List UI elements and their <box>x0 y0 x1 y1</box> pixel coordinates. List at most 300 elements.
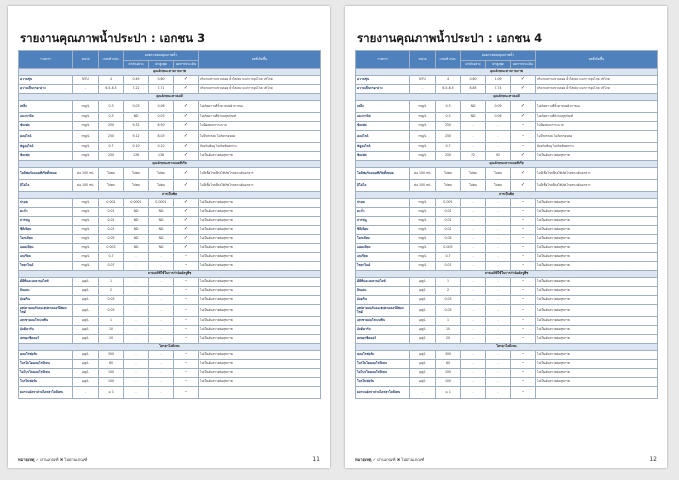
section-header <box>356 161 658 168</box>
sample-value-cell: 7.22 <box>124 85 149 94</box>
assessment-cell: - <box>511 317 536 326</box>
sample-value-cell: - <box>461 387 486 399</box>
sample-value-cell: - <box>124 262 149 271</box>
assessment-cell: - <box>511 244 536 253</box>
table-row <box>19 326 321 335</box>
table-row <box>356 378 658 387</box>
assessment-cell: ✓ <box>174 143 199 152</box>
parameter-cell: ไซยาไนด์ <box>356 262 410 271</box>
unit-cell: ต่อ 100 mL <box>73 180 99 192</box>
page-number: 11 <box>312 456 320 463</box>
table-row <box>19 101 321 113</box>
max-value-cell: 0.0001 <box>149 199 174 208</box>
remark-cell: ไม่เป็นอันตรายต่อสุขภาพ <box>536 208 658 217</box>
unit-cell: mg/L <box>73 143 99 152</box>
max-value-cell: ไม่พบ <box>486 180 511 192</box>
max-value-cell: 0.09 <box>486 101 511 113</box>
max-value-cell: - <box>149 387 174 399</box>
standard-cell: 0.01 <box>99 217 124 226</box>
unit-cell: μg/L <box>410 296 436 305</box>
table-row <box>356 76 658 85</box>
standard-cell: 4 <box>436 76 461 85</box>
sample-value-cell: - <box>461 143 486 152</box>
parameter-cell: อัลดิคาร์บ <box>19 326 73 335</box>
standard-cell: ≤ 1 <box>99 387 124 399</box>
assessment-cell: ✓ <box>174 113 199 122</box>
header-standard: เกณฑ์ กปภ. <box>99 51 124 69</box>
header-test-results: ผลตรวจสอบคุณภาพน้ำ <box>461 51 536 61</box>
max-value-cell: - <box>149 296 174 305</box>
sample-value-cell: 0.49 <box>124 76 149 85</box>
max-value-cell: - <box>149 335 174 344</box>
section-title: สารเคมีที่ใช้ในการกำจัดศัตรูพืช <box>19 271 321 278</box>
section-title: คุณลักษณะทางเคมี <box>356 94 658 101</box>
assessment-cell: - <box>174 278 199 287</box>
parameter-cell: ดีดีทีและเมตาบอไลท์ <box>356 278 410 287</box>
remark-cell: ไม่เป็นอันตรายต่อสุขภาพ <box>536 235 658 244</box>
sample-value-cell: - <box>461 305 486 317</box>
standard-cell: 0.003 <box>99 244 124 253</box>
table-row <box>19 305 321 317</box>
assessment-cell: ✓ <box>511 113 536 122</box>
table-row <box>356 168 658 180</box>
max-value-cell: 8.50 <box>149 122 174 131</box>
section-header <box>19 69 321 76</box>
standard-cell: ไม่พบ <box>436 168 461 180</box>
max-value-cell: - <box>149 378 174 387</box>
section-title: สารเคมีที่ใช้ในการกำจัดศัตรูพืช <box>356 271 658 278</box>
standard-cell: 0.03 <box>436 305 461 317</box>
sample-value-cell: - <box>461 287 486 296</box>
unit-cell: NTU <box>410 76 436 85</box>
standard-cell: 6.5-8.5 <box>436 85 461 94</box>
max-value-cell: - <box>486 253 511 262</box>
remark-cell: ปริมาณสารแขวนลอย น้ำใสเหมาะแก่การอุปโภค บริโภค <box>536 76 658 85</box>
standard-cell: 250 <box>436 152 461 161</box>
table-row <box>19 217 321 226</box>
max-value-cell: - <box>486 143 511 152</box>
section-header <box>356 94 658 101</box>
table-row <box>19 351 321 360</box>
sample-value-cell: - <box>461 235 486 244</box>
standard-cell: 300 <box>99 351 124 360</box>
assessment-cell: ✓ <box>174 226 199 235</box>
unit-cell: μg/L <box>73 317 99 326</box>
parameter-cell: โคลิฟอร์มแบคทีเรียทั้งหมด <box>19 168 73 180</box>
unit-cell: μg/L <box>410 369 436 378</box>
assessment-cell: - <box>174 305 199 317</box>
parameter-cell: โครเมียม <box>19 235 73 244</box>
assessment-cell: - <box>174 253 199 262</box>
assessment-cell: - <box>511 296 536 305</box>
max-value-cell: ND <box>149 226 174 235</box>
table-row <box>356 180 658 192</box>
sample-value-cell: 0.10 <box>124 143 149 152</box>
max-value-cell: - <box>486 369 511 378</box>
assessment-cell: - <box>174 326 199 335</box>
section-title: คุณลักษณะทางกายภาพ <box>19 69 321 76</box>
sample-value-cell: - <box>124 317 149 326</box>
unit-cell: - <box>73 387 99 399</box>
unit-cell: mg/L <box>410 262 436 271</box>
assessment-cell: - <box>511 287 536 296</box>
max-value-cell: ไม่พบ <box>486 168 511 180</box>
remark-cell: ไม่เป็นอันตรายต่อสุขภาพ <box>199 199 321 208</box>
max-value-cell: - <box>149 317 174 326</box>
water-quality-table <box>18 50 321 399</box>
assessment-cell: ✓ <box>174 217 199 226</box>
standard-cell: 0.7 <box>436 253 461 262</box>
table-row <box>356 217 658 226</box>
header-parameter: รายการ <box>19 51 73 69</box>
standard-cell: 0.01 <box>99 208 124 217</box>
legend <box>355 456 424 463</box>
sample-value-cell: - <box>461 326 486 335</box>
parameter-cell: ฟลูออไรด์ <box>19 143 73 152</box>
max-value-cell: - <box>149 360 174 369</box>
unit-cell: mg/L <box>73 101 99 113</box>
table-row <box>19 287 321 296</box>
unit-cell: mg/L <box>73 113 99 122</box>
standard-cell: 0.05 <box>99 235 124 244</box>
report-page-right <box>345 6 667 468</box>
standard-cell: 0.07 <box>436 262 461 271</box>
remark-cell: ไม่เป็นอันตรายต่อสุขภาพ <box>199 226 321 235</box>
table-row <box>19 387 321 399</box>
assessment-cell: - <box>511 122 536 131</box>
unit-cell: mg/L <box>410 244 436 253</box>
table-row <box>19 85 321 94</box>
parameter-cell: โบรโมฟอร์ม <box>356 378 410 387</box>
remark-cell: ไม่เป็นอันตรายต่อสุขภาพ <box>199 305 321 317</box>
remark-cell: ไม่เป็นอันตรายต่อสุขภาพ <box>199 152 321 161</box>
unit-cell: μg/L <box>410 287 436 296</box>
standard-cell: 20 <box>99 335 124 344</box>
sample-value-cell: - <box>461 351 486 360</box>
assessment-cell: ✓ <box>511 168 536 180</box>
unit-cell: mg/L <box>73 235 99 244</box>
sample-value-cell: - <box>124 378 149 387</box>
parameter-cell: ซัลเฟต <box>356 152 410 161</box>
sample-value-cell: 0.0001 <box>124 199 149 208</box>
remark-cell: ไม่เป็นอันตรายต่อสุขภาพ <box>199 235 321 244</box>
assessment-cell: - <box>511 226 536 235</box>
sample-value-cell: ND <box>461 101 486 113</box>
standard-cell: 2 <box>99 287 124 296</box>
parameter-cell: ลินเดน <box>356 287 410 296</box>
parameter-cell: อีโคไล <box>19 180 73 192</box>
sample-value-cell: ND <box>124 208 149 217</box>
standard-cell: 0.01 <box>436 217 461 226</box>
unit-cell: μg/L <box>73 326 99 335</box>
table-row <box>19 335 321 344</box>
remark-cell: ไม่เกิดคราบสีน้ำตาลบนผิวภาชนะ <box>199 101 321 113</box>
parameter-cell: ความขุ่น <box>356 76 410 85</box>
table-row <box>356 369 658 378</box>
unit-cell: μg/L <box>73 335 99 344</box>
sample-value-cell: - <box>124 305 149 317</box>
sample-value-cell: ND <box>124 244 149 253</box>
unit-cell: mg/L <box>73 208 99 217</box>
parameter-cell: แมงกานีส <box>19 113 73 122</box>
unit-cell: μg/L <box>410 378 436 387</box>
parameter-cell: เฮกซาคลอโรเบนซีน <box>356 317 410 326</box>
table-row <box>19 131 321 143</box>
table-row <box>356 113 658 122</box>
parameter-cell: เฮกซาคลอโรเบนซีน <box>19 317 73 326</box>
unit-cell: μg/L <box>410 360 436 369</box>
sample-value-cell: - <box>461 296 486 305</box>
parameter-cell: แบเรียม <box>19 253 73 262</box>
unit-cell: μg/L <box>73 296 99 305</box>
max-value-cell: - <box>486 226 511 235</box>
standard-cell: ไม่พบ <box>99 168 124 180</box>
sample-value-cell: - <box>461 253 486 262</box>
remark-cell: ไม่เป็นอันตรายต่อสุขภาพ <box>199 253 321 262</box>
table-row <box>19 168 321 180</box>
standard-cell: 0.03 <box>436 296 461 305</box>
assessment-cell: - <box>511 360 536 369</box>
legend-pass: ✓ ผ่านเกณฑ์ <box>35 457 59 462</box>
max-value-cell: - <box>486 378 511 387</box>
parameter-cell: ตะกั่ว <box>19 208 73 217</box>
unit-cell: μg/L <box>410 278 436 287</box>
unit-cell: ต่อ 100 mL <box>73 168 99 180</box>
table-row <box>19 296 321 305</box>
max-value-cell: 0.03 <box>149 113 174 122</box>
remark-cell: ไม่เป็นอันตรายต่อสุขภาพ <box>199 369 321 378</box>
header-max-value: ค่าสูงสุด <box>149 61 174 69</box>
section-title: คุณลักษณะทางแบคทีเรีย <box>19 161 321 168</box>
remark-cell: ปริมาณสารแขวนลอย น้ำใสเหมาะแก่การอุปโภค บริโภค <box>199 76 321 85</box>
standard-cell: 0.3 <box>436 101 461 113</box>
sample-value-cell: - <box>124 351 149 360</box>
unit-cell: mg/L <box>410 101 436 113</box>
assessment-cell: ✓ <box>511 85 536 94</box>
table-row <box>19 199 321 208</box>
standard-cell: 0.7 <box>436 143 461 152</box>
unit-cell: - <box>73 85 99 94</box>
remark-cell: ไม่เป็นอันตรายต่อสุขภาพ <box>536 317 658 326</box>
max-value-cell: ND <box>149 217 174 226</box>
sample-value-cell: - <box>461 335 486 344</box>
unit-cell: mg/L <box>73 131 99 143</box>
remark-cell: ปริมาณสารแขวนลอย น้ำใสเหมาะแก่การอุปโภค บริโภค <box>199 85 321 94</box>
remark-cell: ปริมาณสารแขวนลอย น้ำใสเหมาะแก่การอุปโภค บริโภค <box>536 85 658 94</box>
assessment-cell: - <box>511 335 536 344</box>
legend-label: หมายเหตุ <box>18 457 35 462</box>
table-row <box>19 253 321 262</box>
table-row <box>19 113 321 122</box>
parameter-cell: สารหนู <box>19 217 73 226</box>
remark-cell <box>536 387 658 399</box>
parameter-cell: ลินเดน <box>19 287 73 296</box>
standard-cell: 0.3 <box>436 113 461 122</box>
parameter-cell: สารหนู <box>356 217 410 226</box>
remark-cell: ไม่มีรสกร่อย ไม่กัดกร่อนท่อ <box>199 131 321 143</box>
unit-cell: mg/L <box>73 253 99 262</box>
table-row <box>19 317 321 326</box>
parameter-cell: คลอโรฟอร์ม <box>19 351 73 360</box>
section-title: สารเป็นพิษ <box>356 192 658 199</box>
header-sample-value: ค่าตัวอย่าง <box>461 61 486 69</box>
sample-value-cell: - <box>461 122 486 131</box>
max-value-cell: 8.03 <box>149 131 174 143</box>
section-header <box>19 161 321 168</box>
max-value-cell: - <box>149 369 174 378</box>
assessment-cell: - <box>174 369 199 378</box>
standard-cell: 6.5-8.5 <box>99 85 124 94</box>
assessment-cell: ✓ <box>511 152 536 161</box>
standard-cell: 0.001 <box>99 199 124 208</box>
table-row <box>356 253 658 262</box>
standard-cell: 0.7 <box>99 253 124 262</box>
parameter-cell: ปรอท <box>356 199 410 208</box>
assessment-cell: ✓ <box>174 152 199 161</box>
table-row <box>356 152 658 161</box>
max-value-cell: - <box>486 244 511 253</box>
unit-cell: mg/L <box>410 113 436 122</box>
header-unit: หน่วย <box>410 51 436 69</box>
remark-cell: ไม่เป็นอันตรายต่อสุขภาพ <box>199 335 321 344</box>
sample-value-cell: 72 <box>461 152 486 161</box>
remark-cell: ไม่เกิดคราบสีดำบนสุขภัณฑ์ <box>536 113 658 122</box>
section-header <box>356 69 658 76</box>
sample-value-cell: - <box>461 317 486 326</box>
remark-cell: ไม่เป็นอันตรายต่อสุขภาพ <box>536 262 658 271</box>
sample-value-cell: - <box>461 226 486 235</box>
remark-cell: ไม่เป็นอันตรายต่อสุขภาพ <box>199 244 321 253</box>
unit-cell: mg/L <box>410 208 436 217</box>
header-parameter: รายการ <box>356 51 410 69</box>
table-row <box>356 296 658 305</box>
remark-cell: ไม่เป็นอันตรายต่อสุขภาพ <box>199 287 321 296</box>
remark-cell: ไม่เป็นอันตรายต่อสุขภาพ <box>199 378 321 387</box>
standard-cell: 20 <box>436 335 461 344</box>
remark-cell: ไม่มีผลต่อการระบาย <box>536 122 658 131</box>
standard-cell: 0.03 <box>99 305 124 317</box>
max-value-cell: - <box>486 199 511 208</box>
unit-cell: mg/L <box>410 235 436 244</box>
legend-fail: ✖ ไม่ผ่านเกณฑ์ <box>396 457 425 462</box>
sample-value-cell: 6.85 <box>461 85 486 94</box>
table-row <box>19 152 321 161</box>
unit-cell: mg/L <box>410 143 436 152</box>
header-sample-value: ค่าตัวอย่าง <box>124 61 149 69</box>
max-value-cell: - <box>486 387 511 399</box>
header-test-results: ผลตรวจสอบคุณภาพน้ำ <box>124 51 199 61</box>
max-value-cell: 0.10 <box>149 143 174 152</box>
remark-cell: ไม่เป็นอันตรายต่อสุขภาพ <box>536 278 658 287</box>
max-value-cell: - <box>486 317 511 326</box>
assessment-cell: - <box>174 387 199 399</box>
remark-cell: ไม่เป็นอันตรายต่อสุขภาพ <box>536 217 658 226</box>
remark-cell <box>199 387 321 399</box>
remark-cell: ไม่มีเชื้อโรคที่ก่อให้เกิดโรคทางเดินอาหาร <box>199 180 321 192</box>
table-row <box>356 317 658 326</box>
assessment-cell: - <box>511 199 536 208</box>
table-row <box>19 180 321 192</box>
assessment-cell: - <box>511 326 536 335</box>
parameter-cell: แคดเมียม <box>356 244 410 253</box>
remark-cell: ไม่มีเชื้อโรคที่ก่อให้เกิดโรคทางเดินอาหาร <box>536 168 658 180</box>
sample-value-cell: - <box>461 278 486 287</box>
assessment-cell: - <box>511 278 536 287</box>
max-value-cell: - <box>149 305 174 317</box>
standard-cell: 100 <box>99 378 124 387</box>
table-row <box>19 122 321 131</box>
remark-cell: ไม่เป็นอันตรายต่อสุขภาพ <box>199 360 321 369</box>
max-value-cell: 0.06 <box>486 113 511 122</box>
max-value-cell: - <box>486 235 511 244</box>
max-value-cell: 0.60 <box>149 76 174 85</box>
parameter-cell: เฮปตาคลอร์และเฮปตาคลอร์อีพอกไซด์ <box>356 305 410 317</box>
parameter-cell: เมทอกซีคลอร์ <box>19 335 73 344</box>
legend <box>18 456 87 463</box>
max-value-cell: - <box>486 326 511 335</box>
max-value-cell: - <box>486 122 511 131</box>
remark-cell: ป้องกันฟันผุ ไม่เกิดฟันตกกระ <box>199 143 321 152</box>
standard-cell: 0.01 <box>436 226 461 235</box>
assessment-cell: - <box>511 387 536 399</box>
parameter-cell: อัลดริน <box>19 296 73 305</box>
assessment-cell: ✓ <box>511 101 536 113</box>
standard-cell: 250 <box>436 122 461 131</box>
assessment-cell: - <box>511 253 536 262</box>
table-row <box>356 208 658 217</box>
standard-cell: 1 <box>436 317 461 326</box>
table-row <box>19 369 321 378</box>
standard-cell: 0.01 <box>99 226 124 235</box>
page-title: รายงานคุณภาพน้ำประปา : เอกชน 4 <box>357 31 543 45</box>
max-value-cell: 1.09 <box>486 76 511 85</box>
table-row <box>356 287 658 296</box>
report-page-left <box>8 6 330 468</box>
section-title: สารเป็นพิษ <box>19 192 321 199</box>
assessment-cell: - <box>511 378 536 387</box>
assessment-cell: - <box>511 262 536 271</box>
max-value-cell: - <box>149 262 174 271</box>
max-value-cell: - <box>486 217 511 226</box>
assessment-cell: - <box>174 317 199 326</box>
unit-cell: μg/L <box>410 305 436 317</box>
page-title: รายงานคุณภาพน้ำประปา : เอกชน 3 <box>20 31 206 45</box>
parameter-cell: เฮปตาคลอร์และเฮปตาคลอร์อีพอกไซด์ <box>19 305 73 317</box>
assessment-cell: ✓ <box>511 180 536 192</box>
sample-value-cell: ไม่พบ <box>461 180 486 192</box>
section-header <box>356 344 658 351</box>
unit-cell: - <box>410 85 436 94</box>
assessment-cell: ✓ <box>174 180 199 192</box>
standard-cell: 100 <box>436 378 461 387</box>
max-value-cell: 138 <box>149 152 174 161</box>
max-value-cell: - <box>149 351 174 360</box>
max-value-cell: - <box>149 278 174 287</box>
parameter-cell: เหล็ก <box>19 101 73 113</box>
standard-cell: 10 <box>99 326 124 335</box>
legend-fail: ✖ ไม่ผ่านเกณฑ์ <box>59 457 88 462</box>
section-header <box>19 192 321 199</box>
unit-cell: mg/L <box>410 253 436 262</box>
parameter-cell: โบรโมฟอร์ม <box>19 378 73 387</box>
assessment-cell: - <box>174 287 199 296</box>
max-value-cell: - <box>486 262 511 271</box>
section-header <box>356 192 658 199</box>
sample-value-cell: - <box>461 244 486 253</box>
standard-cell: 1 <box>436 278 461 287</box>
unit-cell: mg/L <box>410 152 436 161</box>
unit-cell: μg/L <box>73 369 99 378</box>
